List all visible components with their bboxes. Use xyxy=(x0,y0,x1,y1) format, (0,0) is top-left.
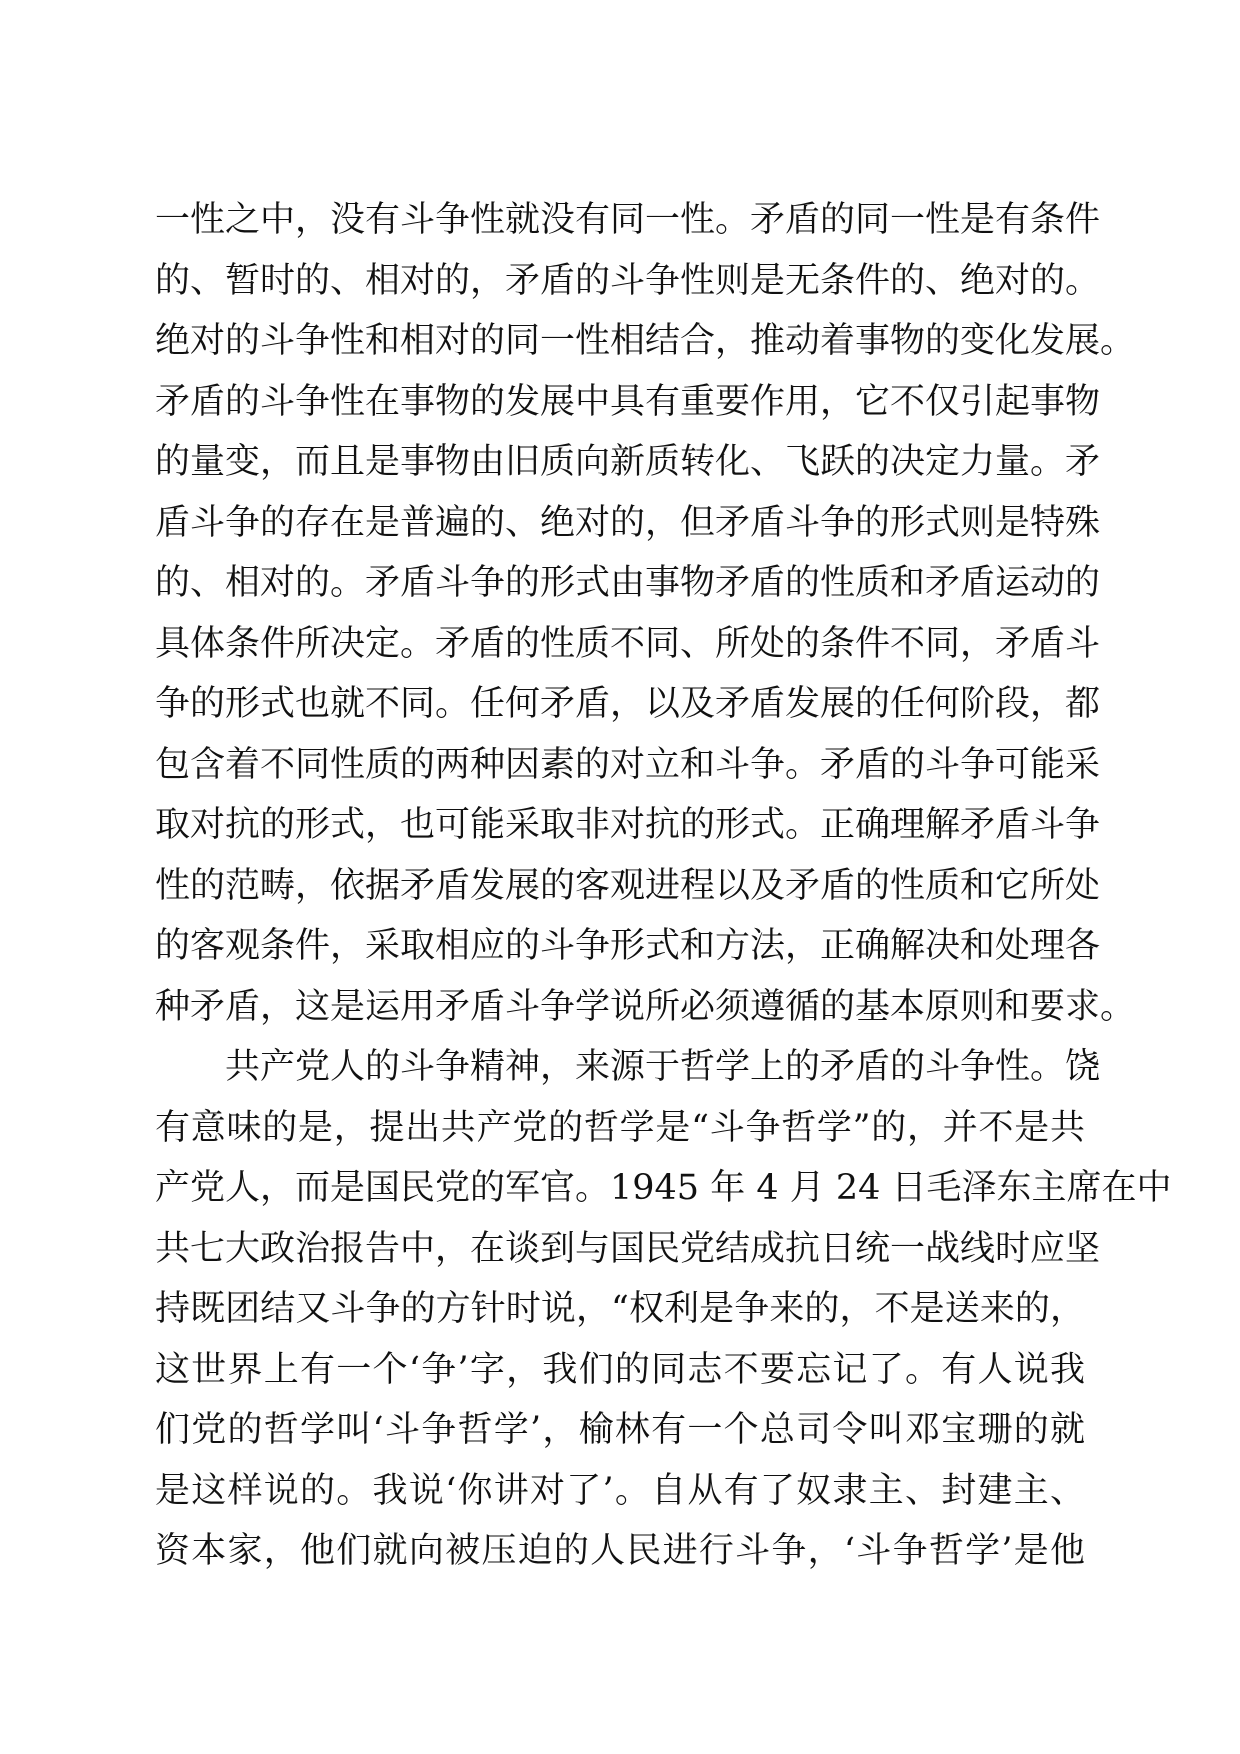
text-line: 种矛盾，这是运用矛盾斗争学说所必须遵循的基本原则和要求。 xyxy=(155,986,1136,1027)
text-line: 具体条件所决定。矛盾的性质不同、所处的条件不同，矛盾斗 xyxy=(155,623,1101,664)
text-line: 绝对的斗争性和相对的同一性相结合，推动着事物的变化发展。 xyxy=(155,321,1136,361)
text-line: 的、相对的。矛盾斗争的形式由事物矛盾的性质和矛盾运动的 xyxy=(155,563,1101,603)
text-line: 共七大政治报告中，在谈到与国民党结成抗日统一战线时应坚 xyxy=(155,1228,1101,1269)
text-line: 取对抗的形式，也可能采取非对抗的形式。正确理解矛盾斗争 xyxy=(155,805,1101,845)
text-line: 矛盾的斗争性在事物的发展中具有重要作用，它不仅引起事物 xyxy=(155,381,1101,422)
text-line: 这世界上有一个‘争’字，我们的同志不要忘记了。有人说我 xyxy=(155,1349,1085,1390)
text-line: 包含着不同性质的两种因素的对立和斗争。矛盾的斗争可能采 xyxy=(155,744,1101,785)
text-line: 的、暂时的、相对的，矛盾的斗争性则是无条件的、绝对的。 xyxy=(155,260,1101,301)
text-line: 产党人，而是国民党的军官。1945 年 4 月 24 日毛泽东主席在中 xyxy=(155,1168,1172,1208)
text-line: 资本家，他们就向被压迫的人民进行斗争，‘斗争哲学’是他 xyxy=(155,1531,1085,1571)
text-line: 争的形式也就不同。任何矛盾，以及矛盾发展的任何阶段，都 xyxy=(155,684,1101,724)
text-line: 的客观条件，采取相应的斗争形式和方法，正确解决和处理各 xyxy=(155,926,1101,966)
text-line: 有意味的是，提出共产党的哲学是“斗争哲学”的，并不是共 xyxy=(155,1107,1085,1148)
text-line: 一性之中，没有斗争性就没有同一性。矛盾的同一性是有条件 xyxy=(155,200,1101,240)
paragraph-start-line: 共产党人的斗争精神，来源于哲学上的矛盾的斗争性。饶 xyxy=(225,1047,1101,1087)
text-line: 持既团结又斗争的方针时说，“权利是争来的，不是送来的， xyxy=(155,1289,1085,1329)
body-text xyxy=(155,190,1172,1582)
text-line: 性的范畴，依据矛盾发展的客观进程以及矛盾的性质和它所处 xyxy=(155,865,1101,906)
text-line: 的量变，而且是事物由旧质向新质转化、飞跃的决定力量。矛 xyxy=(155,442,1101,482)
text-line: 是这样说的。我说‘你讲对了’。自从有了奴隶主、封建主、 xyxy=(155,1470,1085,1511)
text-line: 盾斗争的存在是普遍的、绝对的，但矛盾斗争的形式则是特殊 xyxy=(155,502,1101,543)
text-line: 们党的哲学叫‘斗争哲学’，榆林有一个总司令叫邓宝珊的就 xyxy=(155,1410,1085,1450)
